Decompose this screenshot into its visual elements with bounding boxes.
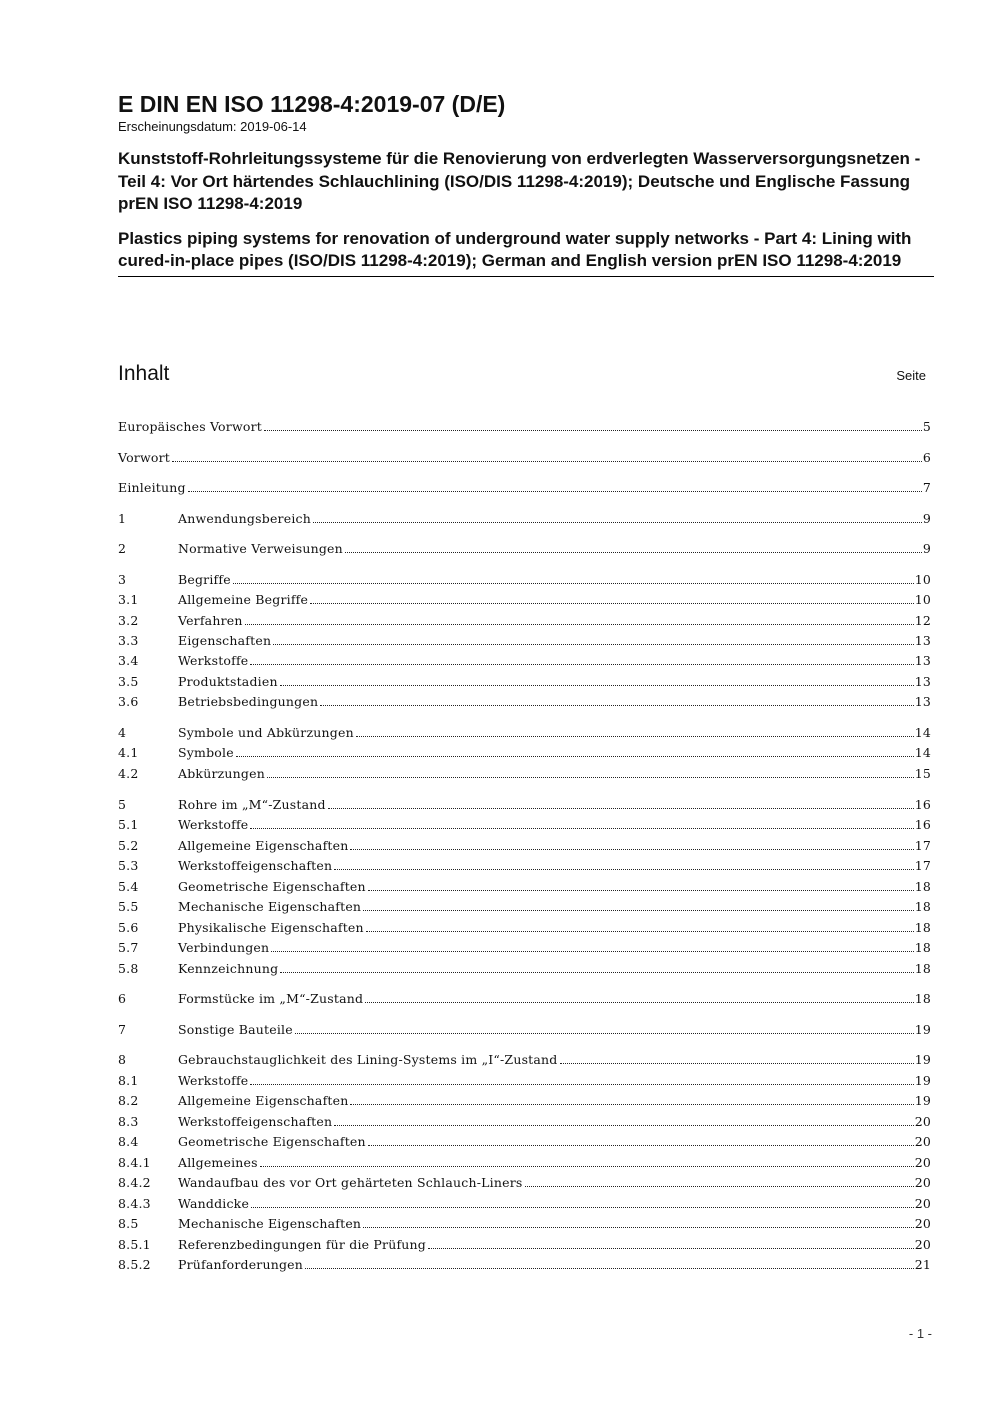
toc-entry-title: Sonstige Bauteile [178,1022,293,1037]
toc-entry-number: 5.4 [118,879,139,894]
toc-dot-leader [188,491,922,492]
toc-dot-leader [250,828,913,829]
toc-entry-title: Allgemeine Eigenschaften [178,1093,349,1108]
toc-dot-leader [280,972,913,973]
toc-entry-number: 8.2 [118,1093,139,1108]
toc-entry[interactable] [118,509,931,529]
toc-entry-title: Kennzeichnung [178,961,279,976]
toc-entry-number: 6 [118,991,127,1006]
toc-entry-page: 13 [914,694,931,709]
toc-entry[interactable] [118,723,931,743]
toc-entry[interactable] [118,651,931,671]
toc-entry-number: 3.4 [118,653,139,668]
toc-entry-title: Geometrische Eigenschaften [178,1134,366,1149]
toc-entry-page: 21 [914,1257,931,1272]
toc-entry-page: 20 [914,1134,931,1149]
toc-dot-leader [328,808,914,809]
toc-entry-number: 5.8 [118,961,139,976]
toc-dot-leader [428,1248,914,1249]
toc-entry-title: Vorwort [118,450,171,465]
toc-dot-leader [345,552,922,553]
toc-entry-page: 9 [922,511,931,526]
toc-entry[interactable] [118,743,931,763]
toc-dot-leader [350,849,913,850]
toc-entry-number: 7 [118,1022,127,1037]
toc-entry-number: 4.2 [118,766,139,781]
toc-entry-title: Rohre im „M“-Zustand [178,797,326,812]
toc-entry-page: 18 [914,899,931,914]
toc-entry[interactable] [118,570,931,590]
toc-entry-title: Allgemeines [178,1155,258,1170]
toc-entry[interactable] [118,1020,931,1040]
toc-dot-leader [251,1207,914,1208]
toc-entry[interactable] [118,478,931,498]
toc-entry-page: 19 [914,1093,931,1108]
toc-heading: Inhalt [118,362,170,385]
toc-dot-leader [334,1125,913,1126]
toc-entry-title: Anwendungsbereich [178,511,311,526]
toc-entry[interactable] [118,1194,931,1214]
toc-entry-number: 8.1 [118,1073,139,1088]
toc-entry-number: 5.5 [118,899,139,914]
toc-entry-title: Einleitung [118,480,186,495]
toc-entry-title: Begriffe [178,572,231,587]
toc-dot-leader [273,644,913,645]
toc-dot-leader [250,1084,913,1085]
toc-dot-leader [172,461,922,462]
toc-dot-leader [368,1145,914,1146]
toc-entry-page: 16 [914,797,931,812]
toc-dot-leader [365,1002,914,1003]
toc-entry-title: Physikalische Eigenschaften [178,920,364,935]
toc-entry-title: Werkstoffe [178,1073,249,1088]
toc-entry-title: Prüfanforderungen [178,1257,304,1272]
toc-entry-number: 8 [118,1052,127,1067]
document-header [118,90,934,277]
toc-entry-title: Gebrauchstauglichkeit des Lining-Systems im „I“-Zustand [178,1052,558,1067]
toc-dot-leader [368,890,914,891]
toc-entry-number: 2 [118,541,127,556]
toc-entry-page: 17 [914,858,931,873]
toc-entry-number: 5 [118,797,127,812]
toc-entry-number: 8.4 [118,1134,139,1149]
toc-entry-page: 15 [914,766,931,781]
toc-dot-leader [313,522,922,523]
toc-entry[interactable] [118,448,931,468]
toc-entry[interactable] [118,795,931,815]
toc-entry-number: 5.7 [118,940,139,955]
toc-entry-page: 17 [914,838,931,853]
toc-entry-title: Wanddicke [178,1196,250,1211]
toc-entry[interactable] [118,815,931,835]
toc-entry-title: Werkstoffe [178,653,249,668]
toc-entry-title: Betriebsbedingungen [178,694,319,709]
toc-entry[interactable] [118,1091,931,1111]
toc-entry[interactable] [118,938,931,958]
toc-dot-leader [267,777,914,778]
toc-entry-page: 13 [914,674,931,689]
toc-entry[interactable] [118,1214,931,1234]
toc-entry-page: 20 [914,1237,931,1252]
toc-entry-number: 8.5.2 [118,1257,151,1272]
toc-entry[interactable] [118,692,931,712]
toc-entry[interactable] [118,1071,931,1091]
toc-entry-number: 5.3 [118,858,139,873]
toc-entry-number: 4 [118,725,127,740]
toc-dot-leader [295,1033,914,1034]
toc-entry[interactable] [118,672,931,692]
toc-entry-title: Verbindungen [178,940,270,955]
toc-entry[interactable] [118,1173,931,1193]
toc-entry-number: 3 [118,572,127,587]
toc-entry-number: 8.5 [118,1216,139,1231]
toc-dot-leader [366,931,914,932]
toc-entry[interactable] [118,611,931,631]
toc-entry[interactable] [118,1112,931,1132]
toc-dot-leader [245,624,914,625]
toc-dot-leader [350,1104,913,1105]
toc-page-label: Seite [896,368,926,383]
toc-header [118,360,928,390]
toc-entry-number: 8.4.3 [118,1196,151,1211]
toc-dot-leader [236,756,914,757]
toc-entry-page: 13 [914,633,931,648]
toc-dot-leader [363,910,914,911]
toc-entry-number: 8.5.1 [118,1237,151,1252]
toc-entry-title: Mechanische Eigenschaften [178,899,362,914]
toc-entry[interactable] [118,836,931,856]
toc-entry[interactable] [118,959,931,979]
toc-dot-leader [305,1268,914,1269]
toc-entry-title: Symbole und Abkürzungen [178,725,354,740]
toc-entry-page: 10 [914,592,931,607]
toc-entry[interactable] [118,1050,931,1070]
toc-dot-leader [280,685,914,686]
publication-date: Erscheinungsdatum: 2019-06-14 [118,119,307,134]
toc-entry[interactable] [118,417,931,437]
toc-entry-page: 20 [914,1216,931,1231]
toc-entry-title: Produktstadien [178,674,278,689]
toc-entry-title: Werkstoffe [178,817,249,832]
toc-entry-number: 8.4.1 [118,1155,151,1170]
toc-dot-leader [250,664,913,665]
toc-dot-leader [560,1063,914,1064]
toc-entry-number: 3.2 [118,613,139,628]
toc-entry-page: 18 [914,920,931,935]
toc-entry-page: 12 [914,613,931,628]
toc-entry-title: Europäisches Vorwort [118,419,262,434]
toc-entry-title: Symbole [178,745,234,760]
toc-entry[interactable] [118,1235,931,1255]
toc-entry[interactable] [118,631,931,651]
document-subtitle-german: Kunststoff-Rohrleitungssysteme für die Renovierung von erdverlegten Wasserversorgungsnetzen - Teil 4: Vor Ort härtendes Schlauchlining (ISO/DIS 11298-4:2019); Deutsche und Englische Fassung prEN ISO 11298-4:2019 [118,149,921,213]
toc-entry[interactable] [118,1132,931,1152]
toc-entry-number: 3.5 [118,674,139,689]
toc-entry-page: 6 [922,450,931,465]
toc-entry[interactable] [118,764,931,784]
toc-dot-leader [233,583,914,584]
toc-entry-page: 16 [914,817,931,832]
toc-dot-leader [260,1166,914,1167]
toc-entry-page: 19 [914,1022,931,1037]
toc-entry[interactable] [118,856,931,876]
toc-entry-page: 7 [922,480,931,495]
toc-entry-title: Mechanische Eigenschaften [178,1216,362,1231]
toc-entry-title: Abkürzungen [178,766,265,781]
toc-entry-title: Werkstoffeigenschaften [178,1114,333,1129]
toc-entry[interactable] [118,989,931,1009]
toc-entry-title: Wandaufbau des vor Ort gehärteten Schlauch-Liners [178,1175,523,1190]
toc-entry-number: 3.6 [118,694,139,709]
toc-entry-number: 3.3 [118,633,139,648]
document-title: E DIN EN ISO 11298-4:2019-07 (D/E) [118,91,506,117]
toc-entry-page: 14 [914,725,931,740]
toc-dot-leader [363,1227,914,1228]
toc-entry-page: 9 [922,541,931,556]
toc-entry-number: 3.1 [118,592,139,607]
toc-entry[interactable] [118,897,931,917]
toc-entry-page: 18 [914,879,931,894]
toc-entry-number: 8.4.2 [118,1175,151,1190]
toc-entry[interactable] [118,877,931,897]
toc-entry[interactable] [118,539,931,559]
toc-entry-page: 19 [914,1052,931,1067]
toc-dot-leader [334,869,913,870]
toc-entry[interactable] [118,1153,931,1173]
toc-entry-title: Geometrische Eigenschaften [178,879,366,894]
toc-entry-page: 18 [914,991,931,1006]
toc-entry-page: 19 [914,1073,931,1088]
toc-entry-page: 10 [914,572,931,587]
toc-entry-title: Verfahren [178,613,243,628]
toc-entry-number: 8.3 [118,1114,139,1129]
toc-entry[interactable] [118,1255,931,1275]
toc-entry-page: 20 [914,1155,931,1170]
toc-entry-page: 20 [914,1196,931,1211]
toc-entry-page: 20 [914,1175,931,1190]
page-number: - 1 - [908,1326,932,1341]
toc-entry-number: 5.2 [118,838,139,853]
toc-entry-page: 18 [914,940,931,955]
toc-entry-title: Werkstoffeigenschaften [178,858,333,873]
toc-entry-title: Normative Verweisungen [178,541,343,556]
toc-entry-title: Eigenschaften [178,633,272,648]
toc-entry-number: 1 [118,511,127,526]
toc-dot-leader [320,705,913,706]
toc-entry-title: Formstücke im „M“-Zustand [178,991,364,1006]
toc-entry-page: 14 [914,745,931,760]
toc-entry[interactable] [118,590,931,610]
toc-dot-leader [264,430,922,431]
toc-dot-leader [271,951,913,952]
toc-entry-page: 13 [914,653,931,668]
toc-entry-number: 5.1 [118,817,139,832]
toc-entry[interactable] [118,918,931,938]
toc-entry-page: 18 [914,961,931,976]
toc-entry-page: 20 [914,1114,931,1129]
toc-entry-number: 4.1 [118,745,139,760]
toc-entry-title: Allgemeine Begriffe [178,592,309,607]
toc-entry-page: 5 [922,419,931,434]
toc-entry-number: 5.6 [118,920,139,935]
toc-dot-leader [525,1186,914,1187]
toc-entry-title: Referenzbedingungen für die Prüfung [178,1237,426,1252]
toc-entry-title: Allgemeine Eigenschaften [178,838,349,853]
toc-dot-leader [310,603,914,604]
toc-dot-leader [356,736,914,737]
document-subtitle-english: Plastics piping systems for renovation of underground water supply networks - Part 4: Lining with cured-in-place pipes (ISO/DIS 11298-4:2019); German and English version prEN ISO 11298-4:2019 [118,228,934,277]
